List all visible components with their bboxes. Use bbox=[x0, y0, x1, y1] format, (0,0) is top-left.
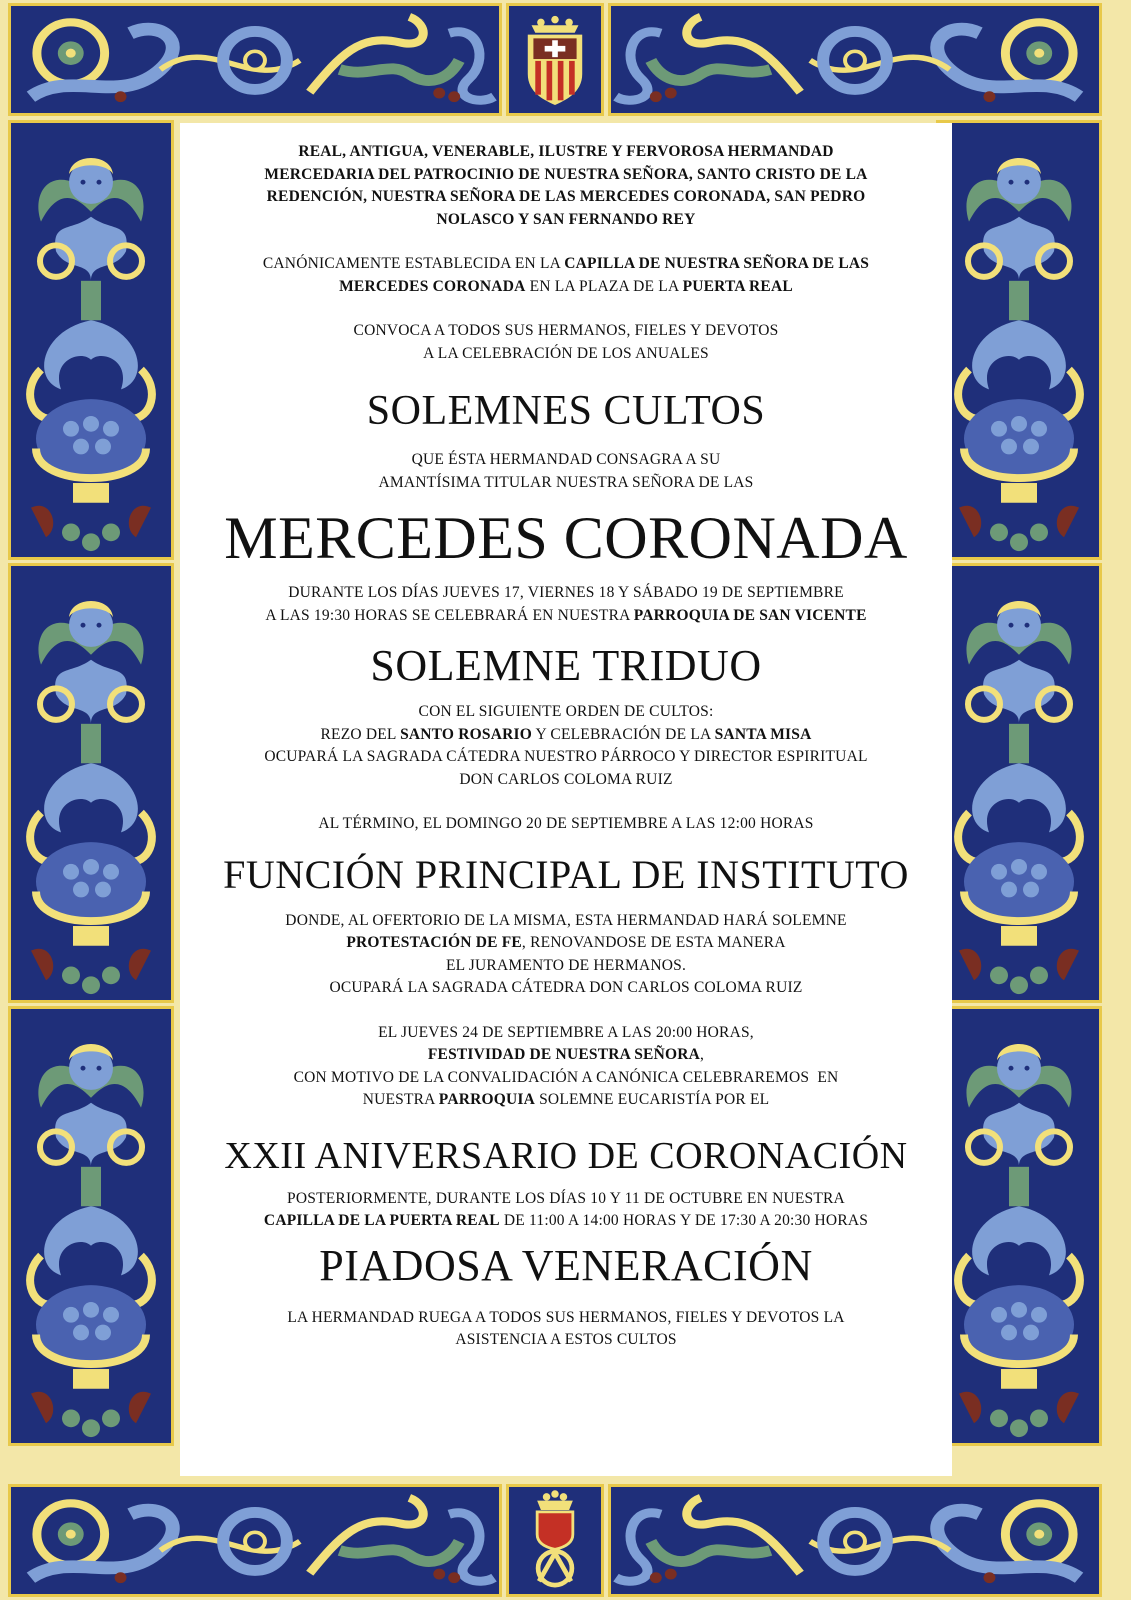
text-fragment: , bbox=[700, 1046, 705, 1063]
left-angel-tile-1 bbox=[8, 120, 174, 560]
text-line: EL JURAMENTO DE HERMANOS. bbox=[445, 956, 687, 974]
established-text bbox=[180, 253, 952, 298]
heading-line: REAL, ANTIGUA, VENERABLE, ILUSTRE Y FERVOROSA HERMANDAD bbox=[298, 143, 834, 160]
bold-fragment: PARROQUIA DE SAN VICENTE bbox=[633, 606, 867, 624]
title-piadosa-veneracion: PIADOSA VENERACIÓN bbox=[319, 1240, 813, 1290]
bottom-right-ornament bbox=[608, 1484, 1102, 1597]
text-line: OCUPARÁ LA SAGRADA CÁTEDRA NUESTRO PÁRROCO Y DIRECTOR ESPIRITUAL bbox=[264, 748, 868, 765]
bold-fragment: SANTO ROSARIO bbox=[400, 725, 533, 743]
text-line: QUE ÉSTA HERMANDAD CONSAGRA A SU bbox=[411, 451, 721, 468]
heading-line: MERCEDARIA DEL PATROCINIO DE NUESTRA SEÑORA, SANTO CRISTO DE LA bbox=[264, 165, 868, 183]
text-line: CON EL SIGUIENTE ORDEN DE CULTOS: bbox=[418, 703, 714, 720]
bold-fragment: CAPILLA DE LA PUERTA REAL bbox=[263, 1212, 500, 1229]
title-xxii-aniversario: XXII ANIVERSARIO DE CORONACIÓN bbox=[224, 1134, 908, 1177]
right-angel-tile-3 bbox=[936, 1006, 1102, 1446]
ofertorio-text bbox=[180, 910, 952, 1000]
bold-fragment: MERCEDES CORONADA bbox=[339, 277, 526, 295]
coat-of-arms-emblem bbox=[506, 3, 604, 116]
bold-fragment: PUERTA REAL bbox=[682, 277, 793, 295]
text-line: POSTERIORMENTE, DURANTE LOS DÍAS 10 Y 11 DE OCTUBRE EN NUESTRA bbox=[287, 1189, 845, 1207]
durante-text bbox=[180, 582, 952, 627]
text-fragment: REZO DEL bbox=[320, 725, 401, 743]
title-solemnes-cultos: SOLEMNES CULTOS bbox=[366, 388, 766, 434]
text-fragment: , RENOVANDOSE DE ESTA MANERA bbox=[521, 934, 786, 951]
text-line: DON CARLOS COLOMA RUIZ bbox=[459, 770, 673, 788]
crowned-monogram-emblem bbox=[506, 1484, 604, 1597]
title-solemne-triduo: SOLEMNE TRIDUO bbox=[370, 641, 762, 690]
text-fragment: DE 11:00 A 14:00 HORAS Y DE 17:30 A 20:30 HORAS bbox=[499, 1212, 869, 1229]
consagra-text bbox=[180, 449, 952, 494]
bold-fragment: PARROQUIA bbox=[438, 1091, 536, 1108]
announcement-panel bbox=[180, 123, 952, 1476]
bold-fragment: CAPILLA DE NUESTRA SEÑORA DE LAS bbox=[564, 255, 870, 272]
text-line: AMANTÍSIMA TITULAR NUESTRA SEÑORA DE LAS bbox=[378, 473, 754, 491]
text-fragment: Y CELEBRACIÓN DE LA bbox=[532, 725, 715, 743]
text-fragment: A LAS 19:30 HORAS SE CELEBRARÁ EN NUESTRA bbox=[265, 606, 634, 624]
text-fragment: SOLEMNE EUCARISTÍA POR EL bbox=[535, 1091, 770, 1108]
text-line: A LA CELEBRACIÓN DE LOS ANUALES bbox=[423, 344, 709, 362]
heading-line: REDENCIÓN, NUESTRA SEÑORA DE LAS MERCEDES CORONADA, SAN PEDRO bbox=[266, 188, 866, 205]
text-line: DURANTE LOS DÍAS JUEVES 17, VIERNES 18 Y SÁBADO 19 DE SEPTIEMBRE bbox=[288, 584, 844, 601]
convoca-text bbox=[180, 320, 952, 365]
text-line: ASISTENCIA A ESTOS CULTOS bbox=[455, 1331, 677, 1348]
text-line: EL JUEVES 24 DE SEPTIEMBRE A LAS 20:00 HORAS, bbox=[378, 1023, 754, 1041]
brotherhood-heading bbox=[180, 141, 952, 231]
text-line: LA HERMANDAD RUEGA A TODOS SUS HERMANOS, FIELES Y DEVOTOS LA bbox=[287, 1308, 845, 1326]
right-angel-tile-1 bbox=[936, 120, 1102, 560]
left-angel-tile-2 bbox=[8, 563, 174, 1003]
festividad-text bbox=[180, 1022, 952, 1112]
posterior-text bbox=[180, 1188, 952, 1233]
ruega-text bbox=[180, 1307, 952, 1352]
title-funcion-principal: FUNCIÓN PRINCIPAL DE INSTITUTO bbox=[223, 851, 909, 897]
bold-fragment: PROTESTACIÓN DE FE bbox=[346, 934, 522, 951]
right-angel-tile-2 bbox=[936, 563, 1102, 1003]
orden-cultos-text bbox=[180, 701, 952, 791]
bottom-left-ornament bbox=[8, 1484, 502, 1597]
heading-line: NOLASCO Y SAN FERNANDO REY bbox=[436, 210, 696, 228]
text-fragment: EN LA PLAZA DE LA bbox=[525, 277, 683, 295]
text-fragment: CANÓNICAMENTE ESTABLECIDA EN LA bbox=[262, 255, 565, 272]
termino-text: AL TÉRMINO, EL DOMINGO 20 DE SEPTIEMBRE A LAS 12:00 HORAS bbox=[318, 815, 814, 832]
title-mercedes-coronada: MERCEDES CORONADA bbox=[224, 505, 908, 571]
top-left-ornament bbox=[8, 3, 502, 116]
text-fragment: NUESTRA bbox=[362, 1091, 439, 1108]
text-line: CON MOTIVO DE LA CONVALIDACIÓN A CANÓNICA CELEBRAREMOS EN bbox=[293, 1068, 839, 1086]
bold-fragment: SANTA MISA bbox=[714, 725, 812, 743]
left-angel-tile-3 bbox=[8, 1006, 174, 1446]
bold-fragment: FESTIVIDAD DE NUESTRA SEÑORA bbox=[427, 1046, 701, 1063]
text-line: DONDE, AL OFERTORIO DE LA MISMA, ESTA HERMANDAD HARÁ SOLEMNE bbox=[285, 911, 847, 929]
top-right-ornament bbox=[608, 3, 1102, 116]
text-line: OCUPARÁ LA SAGRADA CÁTEDRA DON CARLOS COLOMA RUIZ bbox=[329, 979, 803, 996]
text-line: CONVOCA A TODOS SUS HERMANOS, FIELES Y DEVOTOS bbox=[353, 322, 779, 339]
